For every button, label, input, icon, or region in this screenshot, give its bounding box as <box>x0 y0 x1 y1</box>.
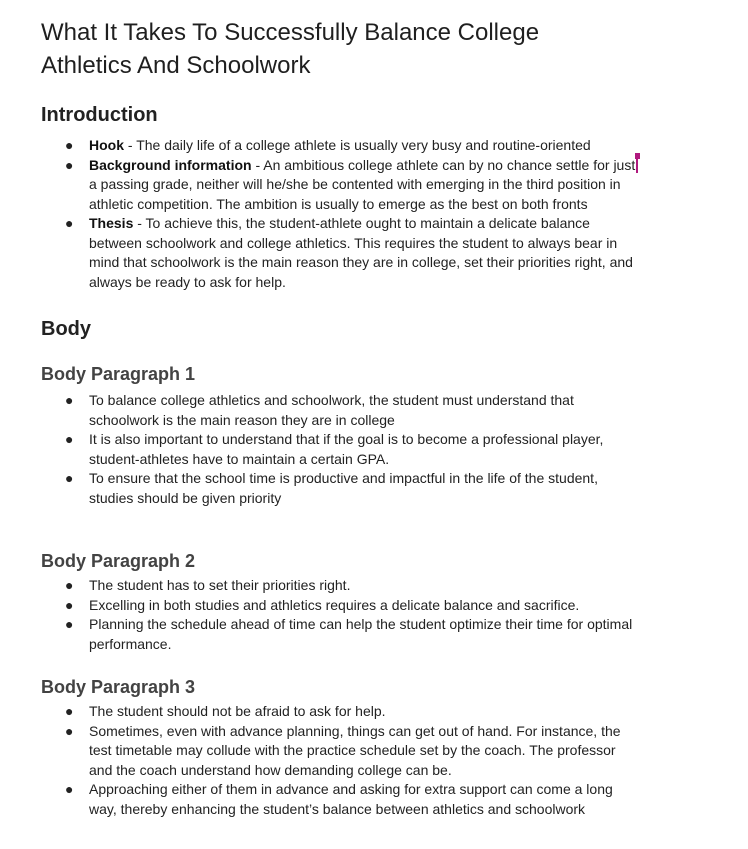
thesis-text-line-1: - To achieve this, the student-athlete ought to maintain a delicate balance <box>133 215 590 231</box>
list-item <box>41 780 681 819</box>
title-line-2: Athletics And Schoolwork <box>41 52 311 79</box>
list-item-text: performance. <box>89 635 172 652</box>
list-item-text: Planning the schedule ahead of time can help the student optimize their time for optimal <box>89 616 633 632</box>
list-item <box>41 702 681 722</box>
list-item-text: way, thereby enhancing the student’s balance between athletics and schoolwork <box>89 800 586 817</box>
body-paragraph-3-heading: Body Paragraph 3 <box>41 677 196 697</box>
list-item <box>41 722 681 781</box>
list-item-text: student-athletes have to maintain a certain GPA. <box>89 450 390 467</box>
body-heading: Body <box>41 318 91 340</box>
bullet-icon: ● <box>65 596 74 613</box>
bullet-icon: ● <box>65 616 74 632</box>
bullet-icon: ● <box>65 470 74 486</box>
list-item-hook <box>41 136 681 156</box>
body-paragraph-1-heading: Body Paragraph 1 <box>41 364 196 384</box>
list-item-text: studies should be given priority <box>89 489 282 506</box>
bullet-icon: ● <box>65 781 74 797</box>
list-item-text: test timetable may collude with the practice schedule set by the coach. The professor <box>89 742 616 758</box>
list-item-background <box>41 156 681 215</box>
list-item-text: To balance college athletics and schoolwork, the student must understand that <box>89 392 574 408</box>
hook-text: - The daily life of a college athlete is usually very busy and routine-oriented <box>124 137 591 153</box>
list-item-thesis <box>41 214 681 292</box>
thesis-text-line-2: between schoolwork and college athletics. This requires the student to always bear in <box>89 234 618 251</box>
list-item-text: To ensure that the school time is productive and impactful in the life of the student, <box>89 470 598 486</box>
list-item <box>41 596 681 616</box>
thesis-label: Thesis <box>89 215 134 231</box>
list-item-text: The student should not be afraid to ask for help. <box>89 703 386 719</box>
title-line-1: What It Takes To Successfully Balance College <box>41 19 540 46</box>
body-paragraph-3-list <box>41 702 681 819</box>
body-paragraph-2-heading: Body Paragraph 2 <box>41 551 196 571</box>
list-item-text: It is also important to understand that if the goal is to become a professional player, <box>89 431 604 447</box>
list-item <box>41 469 681 508</box>
bullet-icon: ● <box>65 215 74 231</box>
bullet-icon: ● <box>65 703 74 719</box>
list-item <box>41 391 681 430</box>
list-item-text: Approaching either of them in advance and asking for extra support can come a long <box>89 781 613 797</box>
collaborator-cursor-icon <box>636 156 638 173</box>
background-label: Background information <box>89 156 252 173</box>
list-item-text: The student has to set their priorities right. <box>89 577 351 593</box>
list-item <box>41 576 681 596</box>
background-text-line-3: athletic competition. The ambition is usually to emerge as the best on both fronts <box>89 195 588 212</box>
background-text-line-1: - An ambitious college athlete can by no chance settle for just <box>251 156 636 173</box>
bullet-icon: ● <box>65 392 74 408</box>
bullet-icon: ● <box>65 431 74 447</box>
thesis-text-line-3: mind that schoolwork is the main reason they are in college, set their priorities right, and <box>89 254 633 270</box>
bullet-icon: ● <box>65 137 74 153</box>
bullet-icon: ● <box>65 577 74 593</box>
list-item-text: and the coach understand how demanding college can be. <box>89 761 452 778</box>
hook-label: Hook <box>89 137 124 153</box>
thesis-text-line-4: always be ready to ask for help. <box>89 273 286 290</box>
list-item <box>41 430 681 469</box>
body-paragraph-2-list <box>41 576 681 654</box>
introduction-heading: Introduction <box>41 104 158 126</box>
list-item <box>41 615 681 654</box>
body-paragraph-1-list <box>41 391 681 508</box>
list-item-text: Sometimes, even with advance planning, things can get out of hand. For instance, the <box>89 722 621 739</box>
document-page[interactable] <box>41 16 681 819</box>
list-item-text: Excelling in both studies and athletics requires a delicate balance and sacrifice. <box>89 596 580 613</box>
list-item-text: schoolwork is the main reason they are in college <box>89 411 395 428</box>
introduction-list <box>41 136 681 292</box>
bullet-icon: ● <box>65 156 74 173</box>
document-title <box>41 16 681 82</box>
background-text-line-2: a passing grade, neither will he/she be contented with emerging in the third position in <box>89 176 621 192</box>
bullet-icon: ● <box>65 722 74 739</box>
